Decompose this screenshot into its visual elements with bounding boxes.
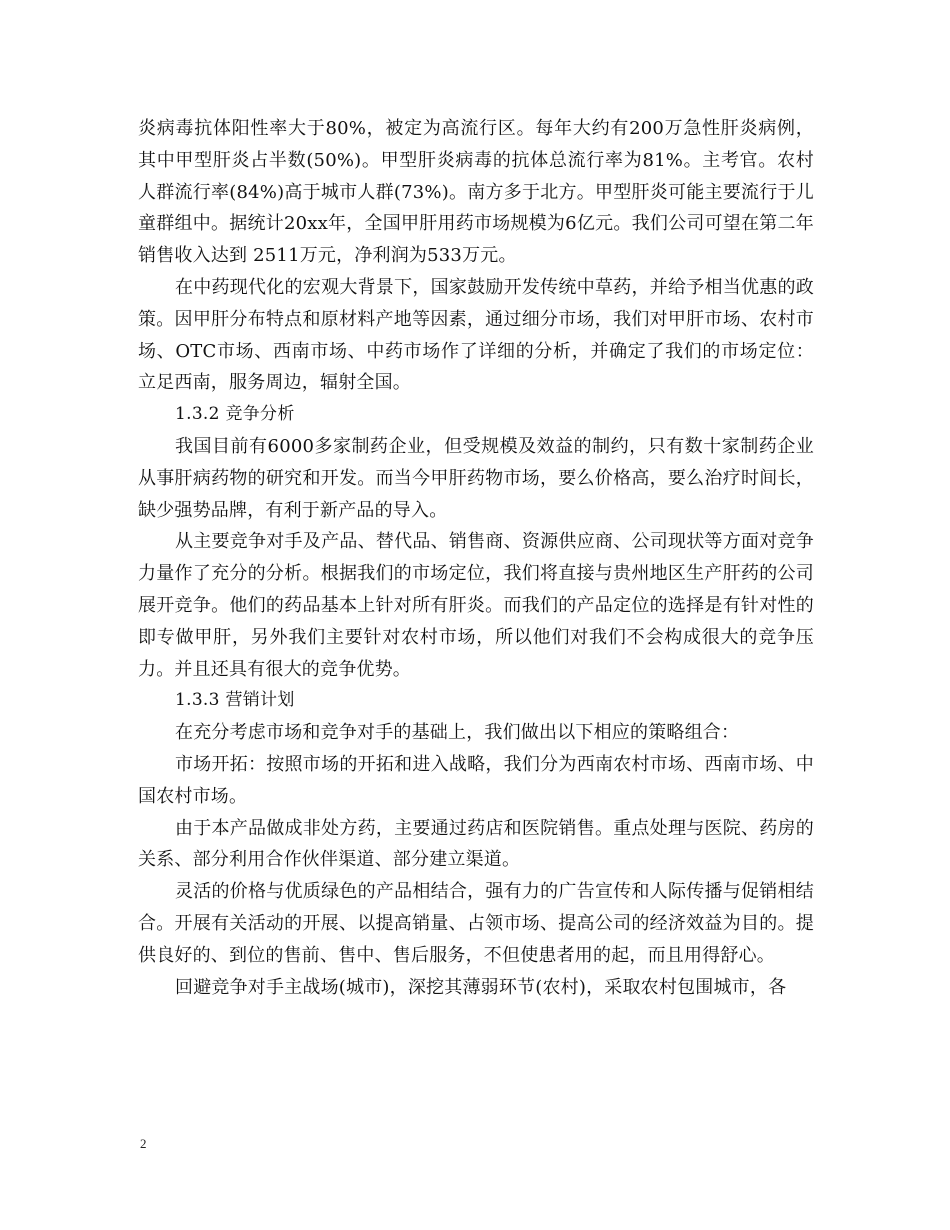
page-number: 2 [140,1136,147,1151]
paragraph-market-expansion: 市场开拓：按照市场的开拓和进入战略，我们分为西南农村市场、西南市场、中国农村市场。 [138,753,814,807]
paragraph-rural-strategy: 回避竞争对手主战场(城市)，深挖其薄弱环节(农村)，采取农村包围城市，各 [175,976,787,998]
body-text [138,113,814,1003]
paragraph-market-positioning: 在中药现代化的宏观大背景下，国家鼓励开发传统中草药，并给予相当优惠的政策。因甲肝分布特点和原材料产地等因素，通过细分市场，我们对甲肝市场、农村市场、OTC市场、西南市场、中药市场作了详细的分析，并确定了我们的市场定位：立足西南，服务周边，辐射全国。 [138,276,814,394]
paragraph-strategy-intro: 在充分考虑市场和竞争对手的基础上，我们做出以下相应的策略组合： [175,722,740,744]
section-heading-marketing-plan: 1.3.3 营销计划 [175,690,295,711]
paragraph-industry-overview: 我国目前有6000多家制药企业，但受规模及效益的制约，只有数十家制药企业从事肝病药物的研究和开发。而当今甲肝药物市场，要么价格高，要么治疗时间长，缺少强势品牌，有利于新产品的导入。 [138,435,814,521]
paragraph-hepatitis-stats: 炎病毒抗体阳性率大于80%，被定为高流行区。每年大约有200万急性肝炎病例，其中甲型肝炎占半数(50%)。甲型肝炎病毒的抗体总流行率为81%。主考官。农村人群流行率(84%)高于城市人群(73%)。南方多于北方。甲型肝炎可能主要流行于儿童群组中。据统计20xx年，全国甲肝用药市场规模为6亿元。我们公司可望在第二年销售收入达到 2511万元，净利润为533万元。 [138,118,814,267]
paragraph-sales-channels: 由于本产品做成非处方药，主要通过药店和医院销售。重点处理与医院、药房的关系、部分利用合作伙伴渠道、部分建立渠道。 [138,817,814,871]
paragraph-pricing-promotion: 灵活的价格与优质绿色的产品相结合，强有力的广告宣传和人际传播与促销相结合。开展有关活动的开展、以提高销量、占领市场、提高公司的经济效益为目的。提供良好的、到位的售前、售中、售后服务，不但使患者用的起，而且用得舒心。 [138,881,814,966]
paragraph-competitor-analysis: 从主要竞争对手及产品、替代品、销售商、资源供应商、公司现状等方面对竞争力量作了充分的分析。根据我们的市场定位，我们将直接与贵州地区生产肝药的公司展开竞争。他们的药品基本上针对所有肝炎。而我们的产品定位的选择是有针对性的即专做甲肝，另外我们主要针对农村市场，所以他们对我们不会构成很大的竞争压力。并且还具有很大的竞争优势。 [138,531,814,680]
section-heading-competition: 1.3.2 竞争分析 [175,404,295,425]
